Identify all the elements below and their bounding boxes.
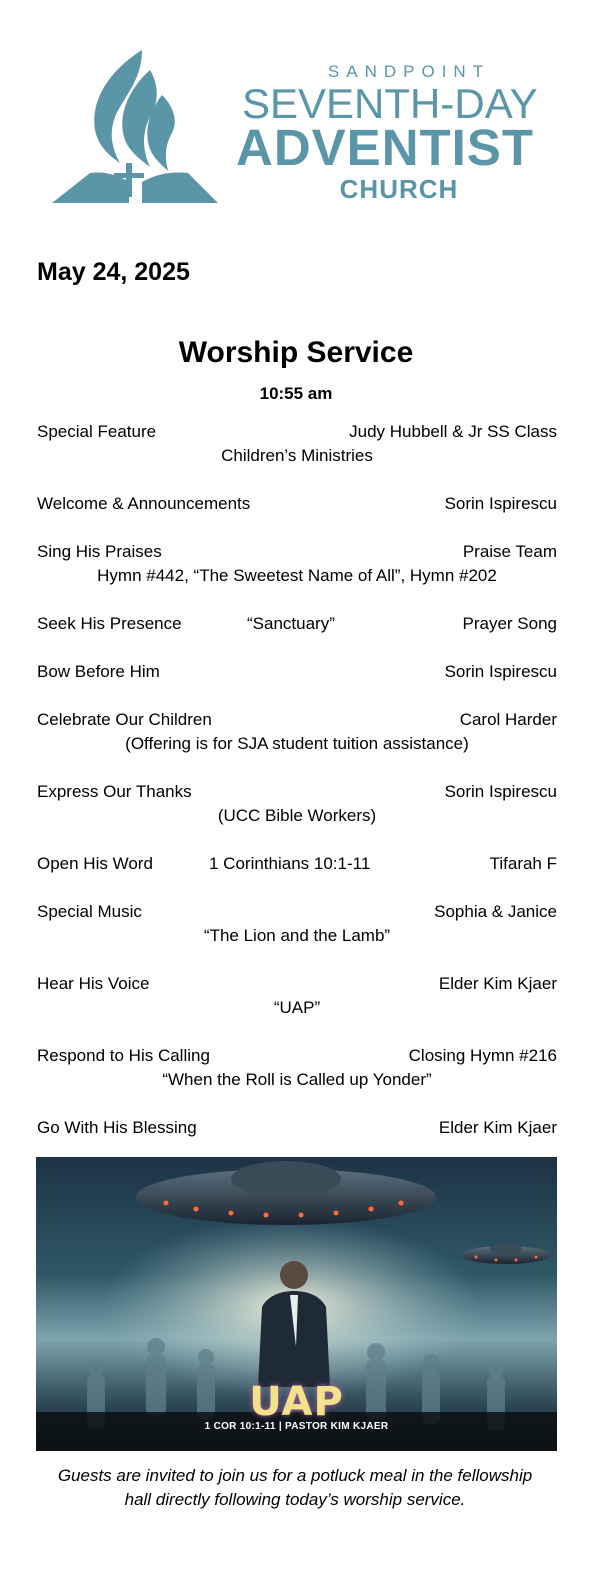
program-item-detail: Children’s Ministries [221,446,373,465]
program-item-title: Sing His Praises [37,542,162,561]
service-title: Worship Service [178,336,414,369]
program-item-detail: “When the Roll is Called up Yonder” [162,1070,432,1089]
program-item-title: Respond to His Calling [37,1046,210,1065]
program-item-title: Open His Word [37,854,153,873]
program-item-title: Celebrate Our Children [37,710,212,729]
program-item [37,708,557,756]
program-item [37,780,557,828]
program-item [37,660,557,684]
program-item-leader: Closing Hymn #216 [408,1046,557,1065]
program-item [37,612,557,636]
program-item-title: Go With His Blessing [37,1118,197,1137]
potluck-invitation [30,1464,560,1512]
program-item [37,972,557,1020]
program-item-leader: Judy Hubbell & Jr SS Class [349,422,557,441]
sermon-title: UAP [249,1379,344,1425]
program-item [37,900,557,948]
program-item-title: Express Our Thanks [37,782,192,801]
program-item-title: Bow Before Him [37,662,160,681]
program-item-leader: Elder Kim Kjaer [438,974,557,993]
program-item [37,420,557,468]
program-item-leader: Sorin Ispirescu [444,494,557,513]
footer-line: hall directly following today’s worship service. [124,1490,466,1509]
church-name [236,60,562,206]
church-name-line2: ADVENTIST [236,119,535,176]
program-item-leader: Sorin Ispirescu [444,662,557,681]
program-item-leader: Tifarah F [489,854,557,873]
church-name-line3: CHURCH [339,174,459,204]
program-item-detail: (UCC Bible Workers) [217,806,377,825]
program-item-leader: Sophia & Janice [434,902,557,921]
program-item [37,1116,557,1140]
program-item-leader: Sorin Ispirescu [444,782,557,801]
program-item-detail: “UAP” [273,998,321,1017]
church-location: SANDPOINT [327,62,491,81]
program-item-detail: (Offering is for SJA student tuition assistance) [125,734,469,753]
church-name-line1: SEVENTH-DAY [242,80,538,127]
program-item [37,852,557,876]
program-item-title: Special Music [37,902,142,921]
header [0,0,602,230]
sermon-promo-image [36,1157,557,1451]
program-item [37,492,557,516]
program-item-title: Special Feature [37,422,157,441]
program-item-leader: Praise Team [462,542,557,561]
program-item-detail: Hymn #442, “The Sweetest Name of All”, Hymn #202 [97,566,497,585]
program-item [37,540,557,588]
program-item-leader: Prayer Song [462,614,557,633]
program-item-detail: “The Lion and the Lamb” [203,926,391,945]
service-time: 10:55 am [259,384,333,403]
program-item-title: Welcome & Announcements [37,494,251,513]
program-item [37,1044,557,1092]
bulletin-date: May 24, 2025 [37,258,190,286]
program-item-scripture: 1 Corinthians 10:1-11 [209,854,371,873]
sda-flame-bible-logo-icon [50,45,220,210]
program-item-title: Hear His Voice [37,974,150,993]
program-item-leader: Elder Kim Kjaer [438,1118,557,1137]
footer-line: Guests are invited to join us for a potluck meal in the fellowship [57,1466,533,1485]
program-item-leader: Carol Harder [459,710,557,729]
sermon-reference: 1 COR 10:1-11 | PASTOR KIM KJAER [204,1421,389,1432]
program-item-title: Seek His Presence [37,614,182,633]
order-of-service [37,420,557,1164]
program-item-song: “Sanctuary” [247,614,335,633]
